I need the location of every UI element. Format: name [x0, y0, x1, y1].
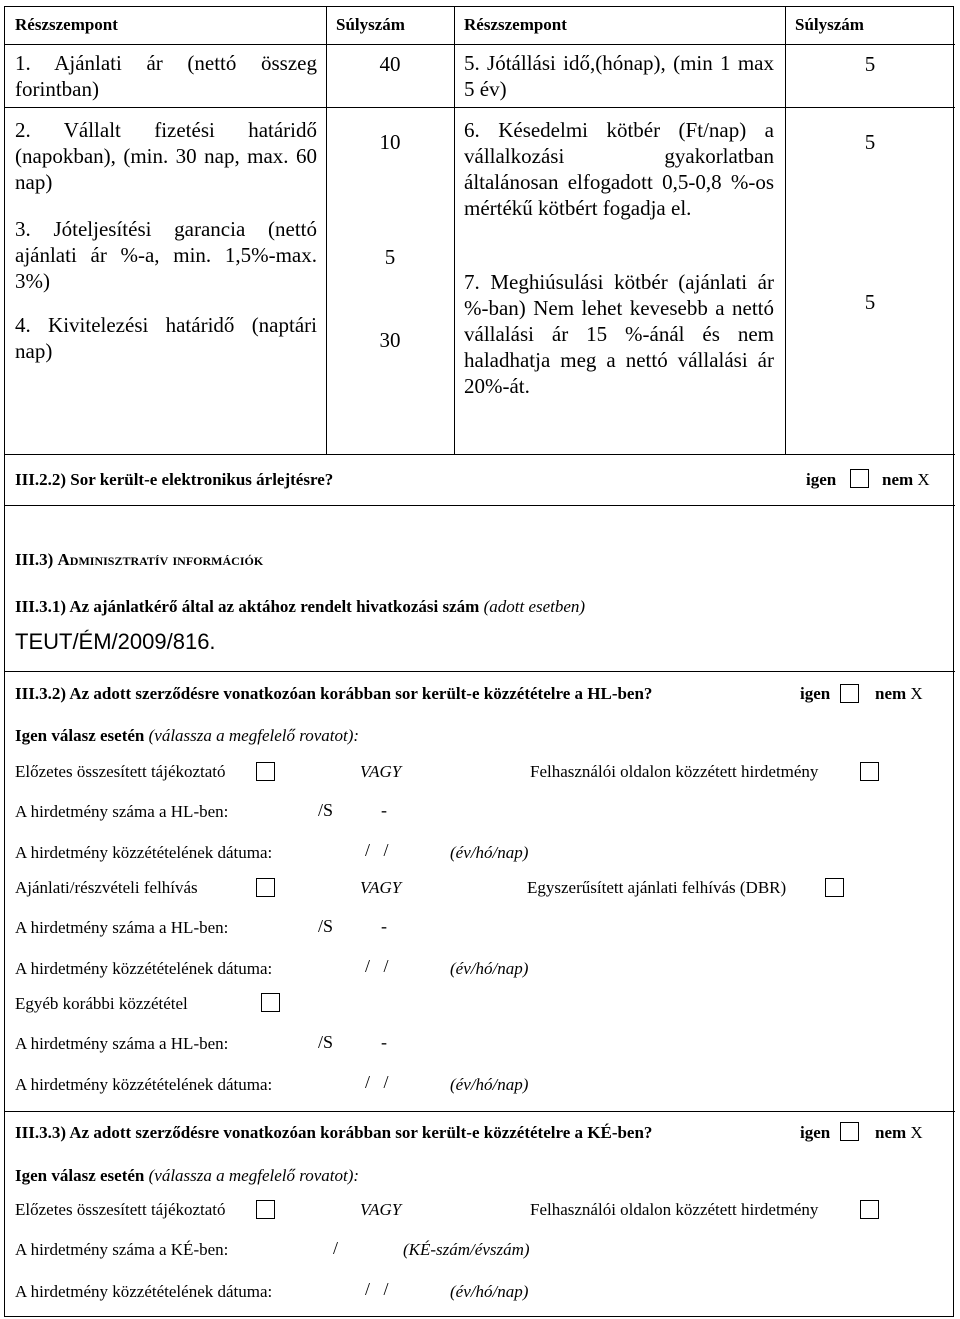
section-divider — [4, 1111, 955, 1112]
header-weight: Súlyszám — [336, 15, 405, 34]
option-label: Előzetes összesített tájékoztató — [15, 762, 226, 781]
ke-buyer-profile-checkbox[interactable] — [860, 1200, 879, 1219]
option-label: Ajánlati/részvételi felhívás — [15, 878, 198, 897]
header-weight: Súlyszám — [795, 15, 864, 34]
notice-number-field[interactable]: /S - — [318, 916, 388, 936]
or-label: VAGY — [360, 878, 402, 897]
option-label: Felhasználói oldalon közzétett hirdetmény — [530, 762, 819, 781]
weight-value: 10 — [379, 130, 401, 154]
weight-value: 5 — [864, 52, 876, 76]
date-format-hint: (év/hó/nap) — [450, 843, 529, 862]
weight-value: 5 — [864, 130, 876, 154]
notice-date-field[interactable]: / / — [365, 1072, 389, 1092]
notice-date-field[interactable]: / / — [365, 1279, 389, 1299]
hl-yes-label: igen — [800, 684, 831, 703]
other-checkbox[interactable] — [261, 993, 280, 1012]
ke-no-answer: nem X — [875, 1123, 923, 1142]
auction-yes-checkbox[interactable] — [850, 469, 869, 488]
ke-number-label: A hirdetmény száma a KÉ-ben: — [15, 1240, 229, 1259]
auction-yes-label: igen — [806, 470, 837, 489]
ke-question: III.3.3) Az adott szerződésre vonatkozóan korábban sor került-e közzétételre a KÉ-ben? — [15, 1123, 653, 1142]
criterion-1: 1. Ajánlati ár (nettó összeg forintban) — [15, 51, 317, 101]
auction-question: III.2.2) Sor került-e elektronikus árlejtésre? — [15, 470, 334, 489]
table-divider — [4, 454, 955, 455]
header-criterion: Részszempont — [464, 15, 567, 34]
table-divider — [4, 107, 955, 108]
criterion-7: 7. Meghiúsulási kötbér (ajánlati ár %-ban) Nem lehet kevesebb a nettó vállalási ár 15 %-ánál és nem haladhatja meg a nettó vállalási ár 20%-át. — [464, 270, 774, 398]
hl-question: III.3.2) Az adott szerződésre vonatkozóan korábban sor került-e közzétételre a HL-ben? — [15, 684, 653, 703]
ke-number-format-hint: (KÉ-szám/évszám) — [403, 1240, 530, 1259]
reference-question: III.3.1) Az ajánlatkérő által az aktához rendelt hivatkozási szám (adott esetben) — [15, 597, 586, 616]
notice-date-label: A hirdetmény közzétételének dátuma: — [15, 959, 273, 978]
section-heading: III.3) Adminisztratív információk — [15, 550, 264, 569]
notice-date-label: A hirdetmény közzétételének dátuma: — [15, 1075, 273, 1094]
notice-number-label: A hirdetmény száma a HL-ben: — [15, 1034, 229, 1053]
notice-date-field[interactable]: / / — [365, 956, 389, 976]
weight-value: 5 — [384, 245, 396, 269]
section-divider — [4, 671, 955, 672]
option-label: Egyéb korábbi közzététel — [15, 994, 188, 1013]
notice-date-field[interactable]: / / — [365, 840, 389, 860]
prior-info-checkbox[interactable] — [256, 762, 275, 781]
reference-number: TEUT/ÉM/2009/816. — [15, 629, 216, 654]
weight-value: 30 — [379, 328, 401, 352]
if-yes-instruction: Igen válasz esetén (válassza a megfelelő rovatot): — [15, 726, 360, 745]
notice-number-field[interactable]: /S - — [318, 1032, 388, 1052]
notice-date-label: A hirdetmény közzétételének dátuma: — [15, 1282, 273, 1301]
criterion-2: 2. Vállalt fizetési határidő (napokban), (min. 30 nap, max. 60 nap) — [15, 118, 317, 194]
date-format-hint: (év/hó/nap) — [450, 1282, 529, 1301]
ke-yes-label: igen — [800, 1123, 831, 1142]
section-divider — [4, 505, 955, 506]
option-label: Felhasználói oldalon közzétett hirdetmény — [530, 1200, 819, 1219]
notice-number-field[interactable]: /S - — [318, 800, 388, 820]
criterion-6: 6. Késedelmi kötbér (Ft/nap) a vállalkozási gyakorlatban általánosan elfogadott 0,5-0,8 %-os mértékű kötbért fogadja el. — [464, 118, 774, 220]
table-divider — [4, 44, 955, 45]
notice-number-label: A hirdetmény száma a HL-ben: — [15, 918, 229, 937]
ke-yes-checkbox[interactable] — [840, 1122, 859, 1141]
notice-date-label: A hirdetmény közzétételének dátuma: — [15, 843, 273, 862]
weight-value: 40 — [379, 52, 401, 76]
if-yes-instruction: Igen válasz esetén (válassza a megfelelő rovatot): — [15, 1166, 360, 1185]
or-label: VAGY — [360, 1200, 402, 1219]
weight-value: 5 — [864, 290, 876, 314]
hl-no-answer: nem X — [875, 684, 923, 703]
table-divider — [454, 6, 455, 454]
date-format-hint: (év/hó/nap) — [450, 1075, 529, 1094]
buyer-profile-checkbox[interactable] — [860, 762, 879, 781]
notice-number-label: A hirdetmény száma a HL-ben: — [15, 802, 229, 821]
or-label: VAGY — [360, 762, 402, 781]
criterion-3: 3. Jóteljesítési garancia (nettó ajánlati ár %-a, min. 1,5%-max. 3%) — [15, 217, 317, 293]
option-label: Egyszerűsített ajánlati felhívás (DBR) — [527, 878, 787, 897]
hl-yes-checkbox[interactable] — [840, 684, 859, 703]
ke-prior-info-checkbox[interactable] — [256, 1200, 275, 1219]
date-format-hint: (év/hó/nap) — [450, 959, 529, 978]
header-criterion: Részszempont — [15, 15, 118, 34]
call-checkbox[interactable] — [256, 878, 275, 897]
criterion-4: 4. Kivitelezési határidő (naptári nap) — [15, 313, 317, 363]
criterion-5: 5. Jótállási idő,(hónap), (min 1 max 5 év) — [464, 51, 774, 101]
auction-no-answer: nem X — [882, 470, 930, 489]
table-divider — [785, 6, 786, 454]
simplified-checkbox[interactable] — [825, 878, 844, 897]
table-divider — [326, 6, 327, 454]
ke-number-field[interactable]: / — [333, 1238, 339, 1258]
option-label: Előzetes összesített tájékoztató — [15, 1200, 226, 1219]
